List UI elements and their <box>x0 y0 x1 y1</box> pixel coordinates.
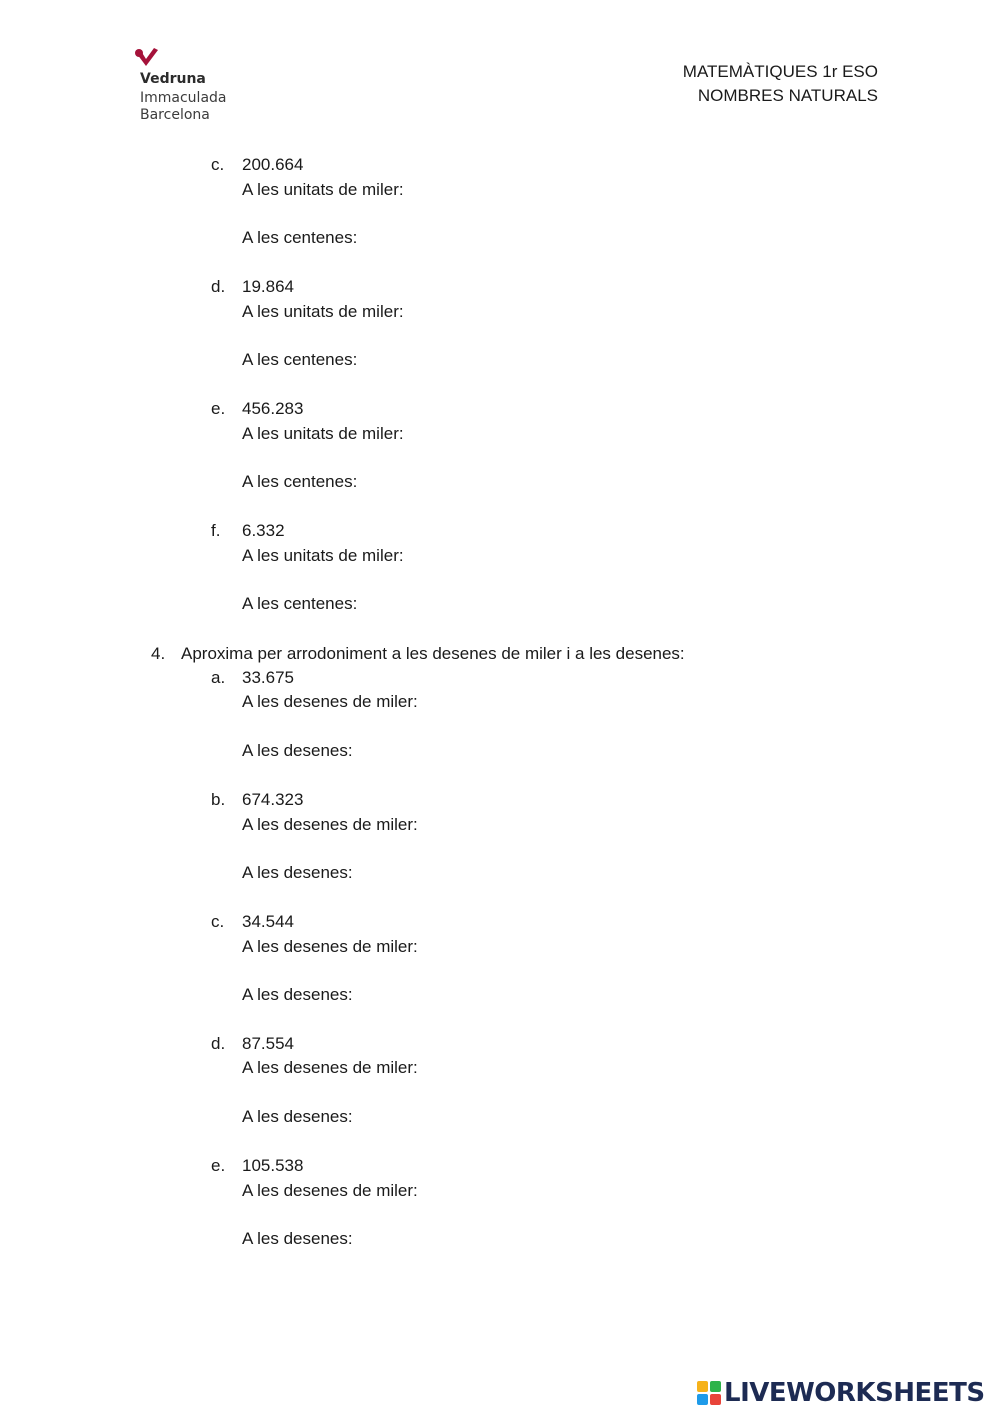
document-header <box>683 60 878 108</box>
answer-prompt: A les centenes: <box>242 350 358 369</box>
item-number: 34.544 <box>242 912 294 931</box>
item-number: 674.323 <box>242 790 304 809</box>
liveworksheets-watermark <box>697 1378 985 1408</box>
item-number: 200.664 <box>242 155 304 174</box>
item-marker: b. <box>211 790 226 809</box>
answer-prompt: A les desenes de miler: <box>242 937 418 956</box>
header-subject: MATEMÀTIQUES 1r ESO <box>682 62 878 81</box>
item-marker: e. <box>211 399 226 418</box>
item-number: 456.283 <box>242 399 304 418</box>
answer-prompt: A les desenes de miler: <box>242 815 418 834</box>
item-number: 6.332 <box>242 521 285 540</box>
answer-prompt: A les desenes de miler: <box>242 1058 418 1077</box>
item-marker: c. <box>211 912 225 931</box>
answer-prompt: A les unitats de miler: <box>242 546 404 565</box>
answer-prompt: A les centenes: <box>242 472 358 491</box>
header-topic: NOMBRES NATURALS <box>697 86 878 105</box>
item-number: 105.538 <box>242 1156 304 1175</box>
item-number: 19.864 <box>242 277 294 296</box>
logo-line-2: Immaculada <box>140 90 227 106</box>
answer-prompt: A les unitats de miler: <box>242 180 404 199</box>
answer-prompt: A les desenes de miler: <box>242 692 418 711</box>
school-logo <box>134 48 244 126</box>
item-marker: f. <box>211 521 221 540</box>
item-marker: d. <box>211 1034 226 1053</box>
heart-icon <box>134 48 160 70</box>
answer-prompt: A les desenes de miler: <box>242 1181 418 1200</box>
answer-prompt: A les desenes: <box>242 863 353 882</box>
question-number: 4. <box>151 644 166 663</box>
answer-prompt: A les desenes: <box>242 1107 353 1126</box>
logo-line-1: Vedruna <box>140 71 206 87</box>
item-marker: c. <box>211 155 225 174</box>
item-marker: a. <box>211 668 226 687</box>
item-marker: e. <box>211 1156 226 1175</box>
answer-prompt: A les centenes: <box>242 228 358 247</box>
liveworksheets-logo-icon <box>697 1381 721 1405</box>
item-number: 87.554 <box>242 1034 294 1053</box>
item-number: 33.675 <box>242 668 294 687</box>
answer-prompt: A les desenes: <box>242 1229 353 1248</box>
answer-prompt: A les centenes: <box>242 594 358 613</box>
answer-prompt: A les desenes: <box>242 741 353 760</box>
answer-prompt: A les unitats de miler: <box>242 302 404 321</box>
item-marker: d. <box>211 277 226 296</box>
logo-line-3: Barcelona <box>140 107 210 123</box>
liveworksheets-brand: LIVEWORKSHEETS <box>724 1378 985 1408</box>
answer-prompt: A les desenes: <box>242 985 353 1004</box>
question-text: Aproxima per arrodoniment a les desenes de miler i a les desenes: <box>181 644 685 663</box>
answer-prompt: A les unitats de miler: <box>242 424 404 443</box>
